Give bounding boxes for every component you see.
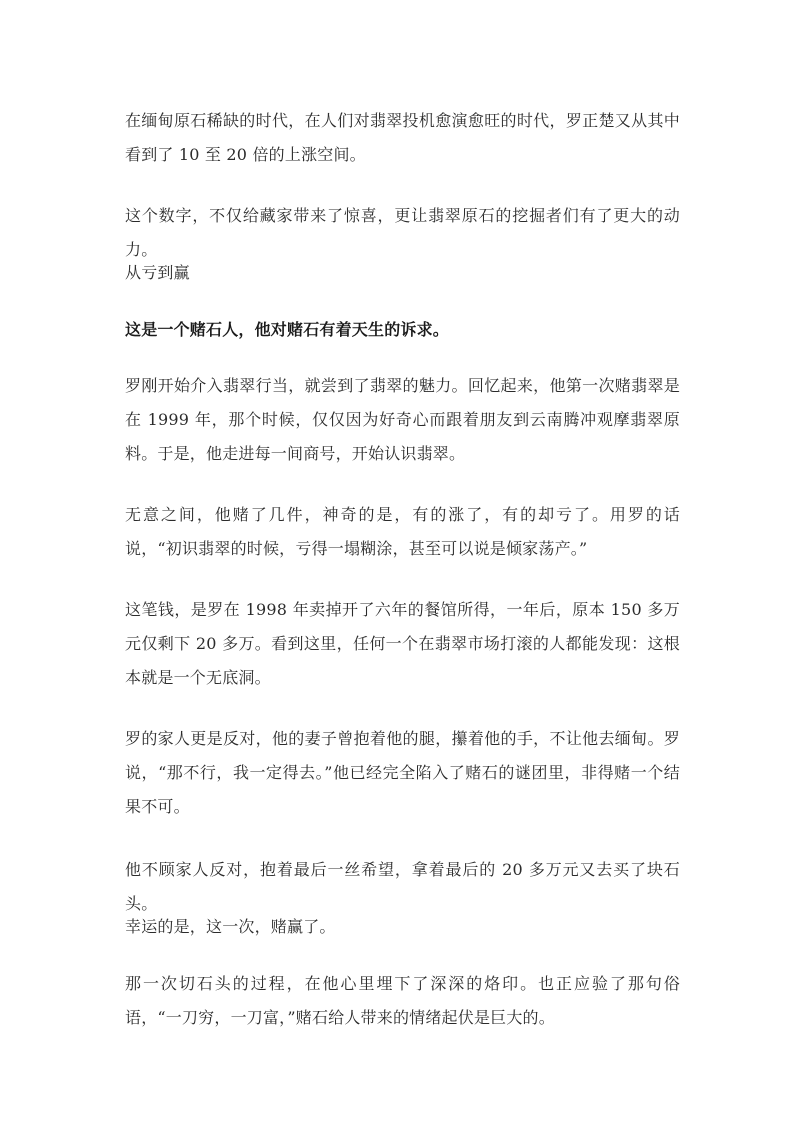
paragraph-7: 这笔钱，是罗在 1998 年卖掉开了六年的餐馆所得，一年后，原本 150 多万元仅剩下 20 多万。看到这里，任何一个在翡翠市场打滚的人都能发现：这根本就是一个无底洞。 [125, 600, 680, 687]
paragraph-1: 在缅甸原石稀缺的时代，在人们对翡翠投机愈演愈旺的时代，罗正楚又从其中看到了 10 至 20 倍的上涨空间。 [125, 111, 680, 164]
paragraph-6: 无意之间，他赌了几件，神奇的是，有的涨了，有的却亏了。用罗的话说，“初识翡翠的时候，亏得一塌糊涂，甚至可以说是倾家荡产。” [125, 505, 680, 558]
paragraph-10: 幸运的是，这一次，赌赢了。 [125, 917, 336, 936]
paragraph-9: 他不顾家人反对，抱着最后一丝希望，拿着最后的 20 多万元又去买了块石头。 [125, 860, 680, 913]
paragraph-8: 罗的家人更是反对，他的妻子曾抱着他的腿，攥着他的手，不让他去缅甸。罗说，“那不行，我一定得去。”他已经完全陷入了赌石的谜团里，非得赌一个结果不可。 [125, 729, 680, 816]
lead-paragraph: 这是一个赌石人，他对赌石有着天生的诉求。 [125, 320, 450, 339]
section-heading: 从亏到赢 [125, 263, 190, 282]
paragraph-2: 这个数字，不仅给藏家带来了惊喜，更让翡翠原石的挖掘者们有了更大的动力。 [125, 206, 680, 259]
paragraph-5: 罗刚开始介入翡翠行当，就尝到了翡翠的魅力。回忆起来，他第一次赌翡翠是在 1999 年，那个时候，仅仅因为好奇心而跟着朋友到云南腾冲观摩翡翠原料。于是，他走进每一间商号，开始认识翡翠。 [125, 376, 680, 463]
paragraph-11: 那一次切石头的过程，在他心里埋下了深深的烙印。也正应验了那句俗语，“一刀穷，一刀富，”赌石给人带来的情绪起伏是巨大的。 [125, 974, 680, 1027]
